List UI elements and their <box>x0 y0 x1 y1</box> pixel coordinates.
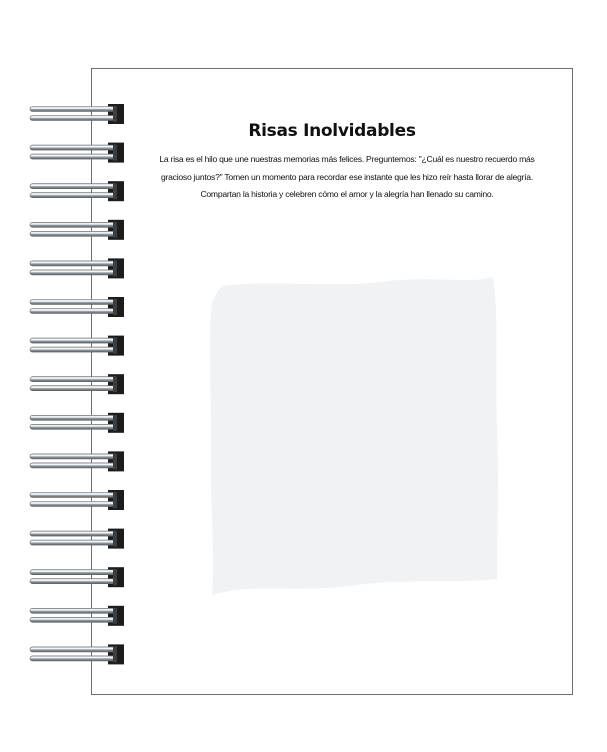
journal-page <box>91 68 573 695</box>
page-prompt: La risa es el hilo que une nuestras memorias más felices. Preguntemos: "¿Cuál es nuestro recuerdo más gracioso juntos?" Tomen un momento para recordar ese instante que les hizo reír hasta llorar de alegría. Compartan la historia y celebren cómo el amor y la alegría han llenado su camino. <box>159 154 535 199</box>
page-title: Risas Inolvidables <box>248 121 416 141</box>
photo-placeholder-shape <box>210 277 498 595</box>
photo-placeholder[interactable] <box>204 275 504 605</box>
